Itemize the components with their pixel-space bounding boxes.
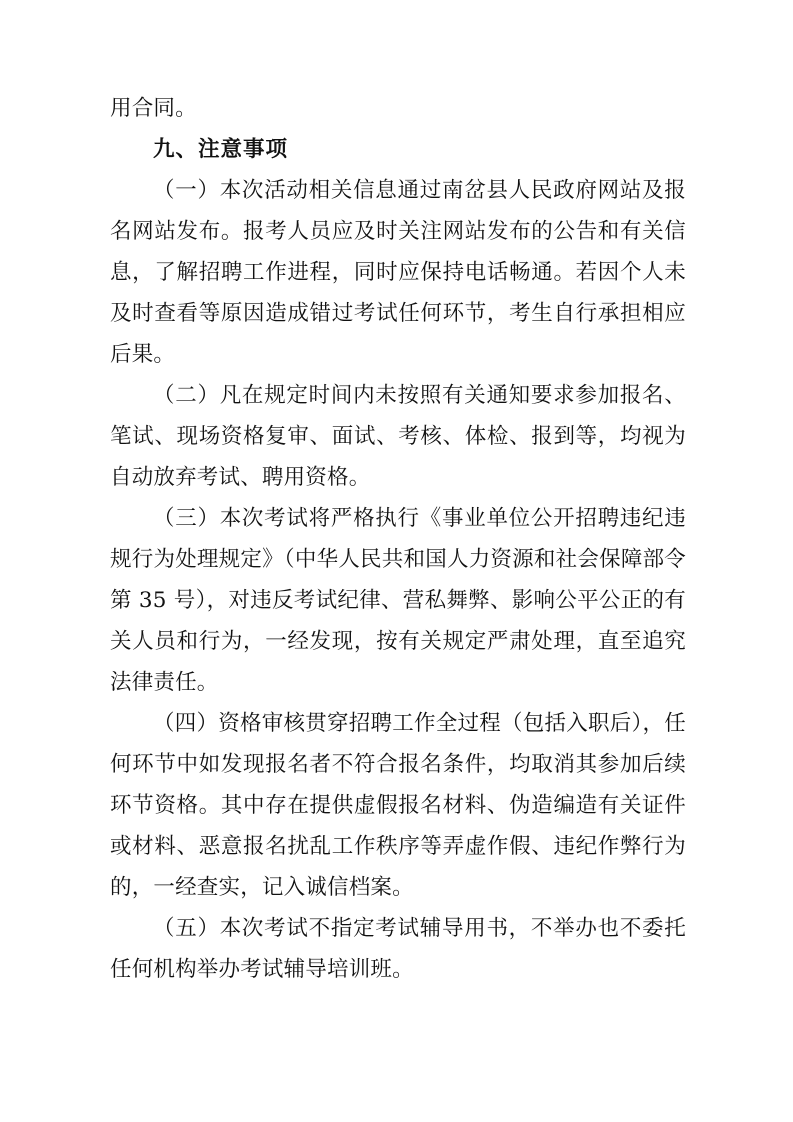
paragraph-2: （二）凡在规定时间内未按照有关通知要求参加报名、笔试、现场资格复审、面试、考核、体检、报到等，均视为自动放弃考试、聘用资格。 [110,383,686,490]
continuation-line: 用合同。 [110,96,197,121]
document-body [110,88,686,990]
paragraph-3: （三）本次考试将严格执行《事业单位公开招聘违纪违规行为处理规定》（中华人民共和国人力资源和社会保障部令第 35 号），对违反考试纪律、营私舞弊、影响公平公正的有关人员和行为，一经发现，按有关规定严肃处理，直至追究法律责任。 [110,506,686,695]
paragraph-5: （五）本次考试不指定考试辅导用书，不举办也不委托任何机构举办考试辅导培训班。 [110,916,686,982]
paragraph-1: （一）本次活动相关信息通过南岔县人民政府网站及报名网站发布。报考人员应及时关注网站发布的公告和有关信息，了解招聘工作进程，同时应保持电话畅通。若因个人未及时查看等原因造成错过考试任何环节，考生自行承担相应后果。 [110,178,686,367]
section-heading: 九、注意事项 [153,137,289,162]
paragraph-4: （四）资格审核贯穿招聘工作全过程（包括入职后），任何环节中如发现报名者不符合报名条件，均取消其参加后续环节资格。其中存在提供虚假报名材料、伪造编造有关证件或材料、恶意报名扰乱工作秩序等弄虚作假、违纪作弊行为的，一经查实，记入诚信档案。 [110,711,686,900]
